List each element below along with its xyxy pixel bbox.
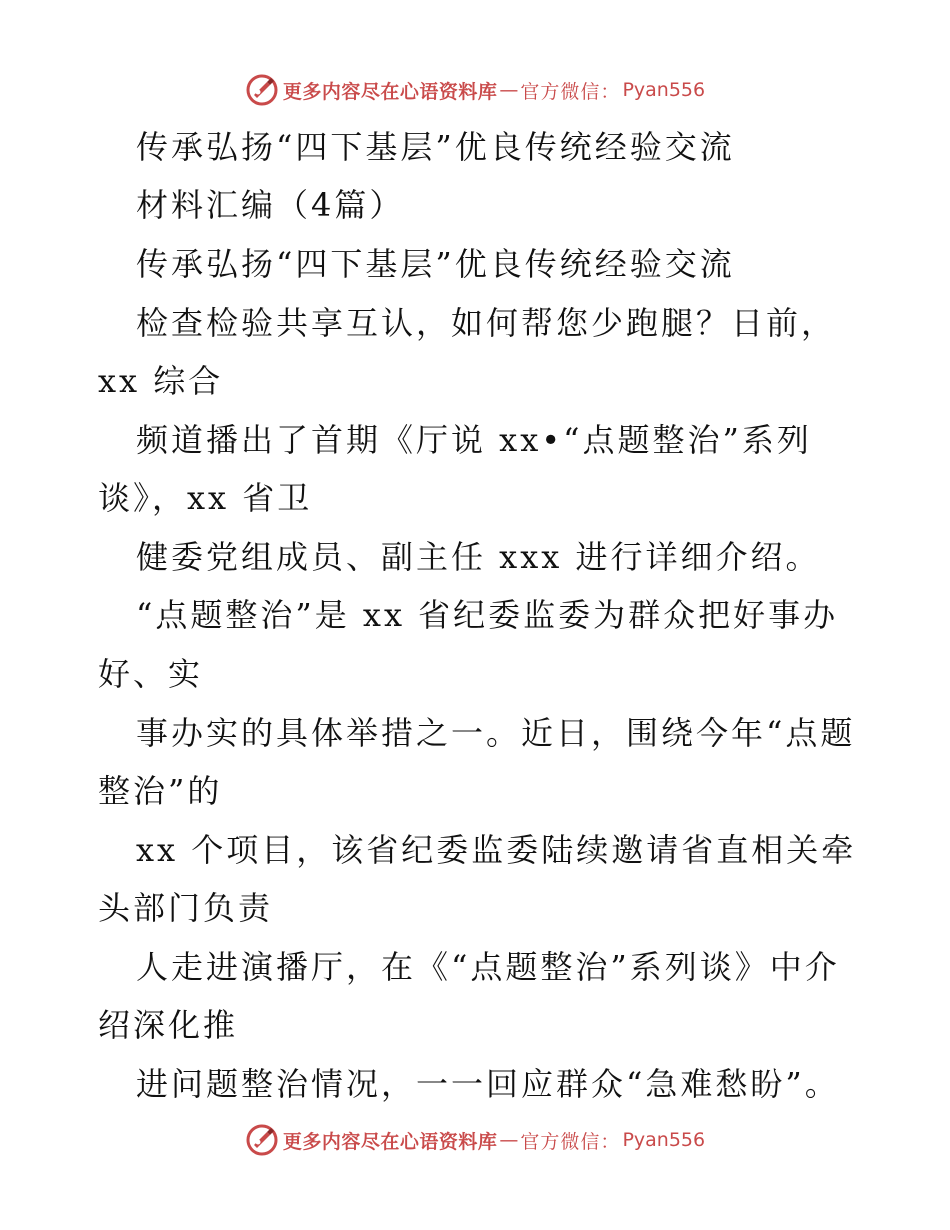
watermark-separator: —	[499, 1129, 519, 1151]
paragraph-line: 人走进演播厅，在《“点题整治”系列谈》中介	[136, 948, 840, 986]
brand-logo-icon	[245, 1123, 279, 1157]
watermark-separator: —	[499, 79, 519, 101]
paragraph-line: 好、实	[98, 655, 204, 693]
brand-logo-icon	[245, 73, 279, 107]
watermark-label: 官方微信：	[520, 1130, 621, 1153]
watermark-wechat-id: Pyan556	[622, 79, 706, 101]
paragraph-line: 整治”的	[98, 772, 223, 810]
paragraph-line: 进问题整治情况，一一回应群众“急难愁盼”。	[136, 1065, 840, 1103]
paragraph-line: 事办实的具体举措之一。近日，围绕今年“点题	[136, 714, 856, 752]
paragraph-line: 健委党组成员、副主任 xxx 进行详细介绍。	[136, 538, 821, 576]
watermark-label: 官方微信：	[520, 80, 621, 103]
watermark-wechat-id: Pyan556	[622, 1129, 706, 1151]
watermark-text: 更多内容尽在心语资料库	[282, 1130, 498, 1153]
footer-watermark	[0, 1120, 950, 1160]
paragraph-line: 绍深化推	[98, 1006, 239, 1044]
paragraph-line: 谈》，xx 省卫	[98, 479, 313, 517]
document-title-line-2: 材料汇编（4篇）	[136, 186, 405, 224]
section-heading: 传承弘扬“四下基层”优良传统经验交流	[136, 245, 735, 283]
paragraph-line: 检查检验共享互认，如何帮您少跑腿？日前，	[136, 304, 837, 342]
paragraph-line: 头部门负责	[98, 889, 274, 927]
paragraph-line: “点题整治”是 xx 省纪委监委为群众把好事办	[136, 596, 839, 634]
document-title-line-1: 传承弘扬“四下基层”优良传统经验交流	[136, 128, 735, 166]
paragraph-line: xx 综合	[98, 362, 224, 400]
watermark-text: 更多内容尽在心语资料库	[282, 80, 498, 103]
header-watermark	[0, 70, 950, 110]
paragraph-line: xx 个项目，该省纪委监委陆续邀请省直相关牵	[136, 831, 857, 869]
paragraph-line: 频道播出了首期《厅说 xx•“点题整治”系列	[136, 421, 812, 459]
